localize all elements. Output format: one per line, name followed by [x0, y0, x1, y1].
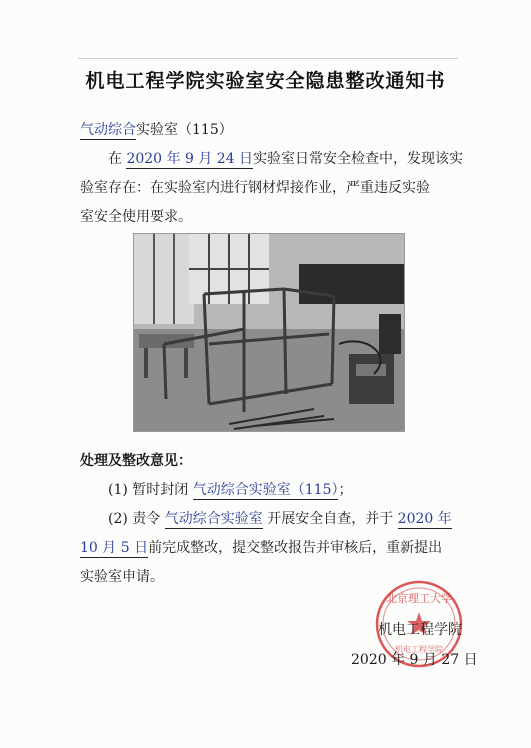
welding-steel-frame-photo — [133, 233, 405, 432]
signature-date: 2020 年 9 月 27 日 — [351, 652, 478, 668]
item-2-deadline-year: 2020 年 — [397, 511, 452, 527]
seal-text: 北京理工大学 — [386, 592, 452, 605]
item-1-end: ； — [338, 482, 353, 498]
item-2-line-1 — [108, 509, 452, 529]
item-1-text: 暂时封闭 — [132, 482, 189, 498]
signature-org: 机电工程学院 — [378, 622, 462, 638]
inspection-date: 2020 年 9 月 24 日 — [126, 151, 254, 167]
item-1-number: (1) — [108, 482, 128, 498]
item-2-number: (2) — [108, 511, 128, 527]
item-2-line2-rest: 前完成整改，提交整改报告并审核后，重新提出 — [148, 540, 443, 556]
item-2-line-3: 实验室申请。 — [80, 569, 164, 585]
lab-name: 气动综合 — [80, 122, 136, 138]
intro-line-2: 验室存在：在实验室内进行钢材焊接作业，严重违反实验 — [80, 180, 430, 196]
item-2-line-2 — [80, 538, 442, 558]
opinion-heading: 处理及整改意见： — [80, 453, 192, 469]
page-title: 机电工程学院实验室安全隐患整改通知书 — [85, 70, 446, 92]
item-2-rest: 开展安全自查，并于 — [267, 511, 394, 527]
intro-line-3: 室安全使用要求。 — [80, 209, 192, 225]
item-2-lab: 气动综合实验室 — [164, 511, 263, 527]
item-2-deadline-date: 10 月 5 日 — [80, 540, 149, 556]
intro-line1-rest: 实验室日常安全检查中，发现该实 — [253, 151, 464, 167]
intro-prefix: 在 — [108, 151, 122, 167]
lab-suffix: 实验室（115） — [136, 122, 233, 138]
seal-subtext: 机电工程学院 — [395, 645, 443, 654]
top-divider — [78, 58, 458, 59]
item-2-text: 责令 — [132, 511, 161, 527]
lab-heading — [80, 120, 233, 140]
intro-line-1 — [108, 149, 463, 169]
item-1-lab: 气动综合实验室（115） — [192, 482, 339, 498]
item-1 — [108, 480, 352, 500]
